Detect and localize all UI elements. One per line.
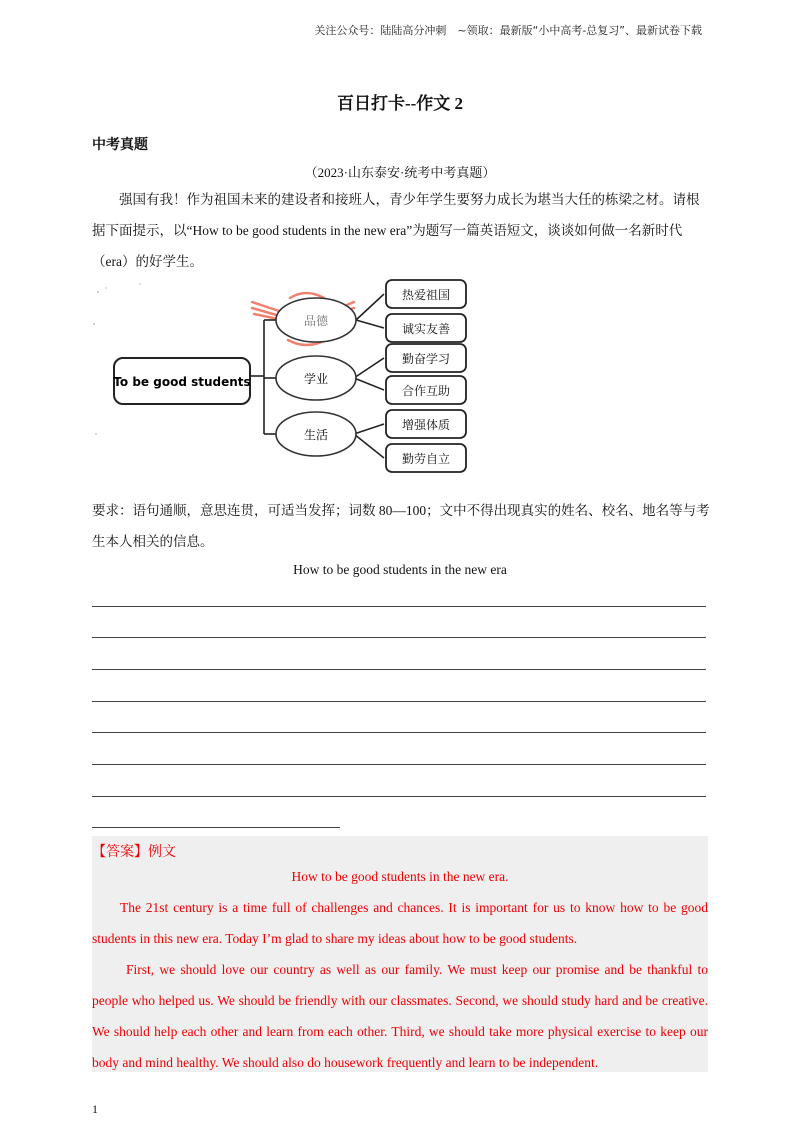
root-node-label: To be good students: [113, 375, 251, 389]
writing-line: [92, 606, 706, 607]
writing-line: [92, 669, 706, 670]
answer-label: 【答案】例文: [92, 845, 176, 860]
question-intro: 强国有我！作为祖国未来的建设者和接班人，青少年学生要努力成长为堪当大任的栋梁之材。请根据下面提示，以“How to be good students in the new era”为题写一篇英语短文，谈谈如何做一名新时代（era）的好学生。: [92, 192, 700, 269]
leaf-label: 热爱祖国: [401, 288, 451, 302]
page-number: 1: [92, 1102, 98, 1116]
writing-line: [92, 701, 706, 702]
mind-map-diagram: [92, 278, 492, 478]
writing-line: [92, 637, 706, 638]
page-title: 百日打卡--作文 2: [336, 94, 464, 113]
writing-line: [92, 796, 706, 797]
section-heading: 中考真题: [92, 138, 148, 153]
essay-title: How to be good students in the new era: [293, 562, 507, 577]
leaf-label: 勤劳自立: [401, 452, 451, 466]
requirements: 要求：语句通顺，意思连贯，可适当发挥；词数 80—100；文中不得出现真实的姓名、校名、地名等与考生本人相关的信息。: [92, 503, 710, 549]
answer-paragraph-1: The 21st century is a time full of challenges and chances. It is important for us to know how to be good students in this new era. Today I’m glad to share my ideas about how to be good students.: [92, 900, 708, 946]
answer-title: How to be good students in the new era.: [291, 869, 509, 884]
branch-label-character: 品德: [303, 314, 329, 328]
leaf-label: 合作互助: [401, 384, 451, 398]
branch-label-study: 学业: [303, 372, 329, 386]
leaf-label: 增强体质: [401, 418, 451, 432]
leaf-label: 诚实友善: [401, 322, 451, 336]
answer-paragraph-2: First, we should love our country as well as our family. We must keep our promise and be thankful to people who helped us. We should be friendly with our classmates. Second, we should study hard and be creative. We should help each other and learn from each other. Third, we should take more physical exercise to keep our body and mind healthy. We should also do housework frequently and learn to be independent.: [92, 962, 708, 1070]
writing-line: [92, 827, 340, 828]
writing-line: [92, 732, 706, 733]
writing-line: [92, 764, 706, 765]
question-source: （2023·山东泰安·统考中考真题）: [304, 165, 496, 180]
leaf-label: 勤奋学习: [401, 352, 451, 366]
branch-label-life: 生活: [303, 428, 329, 442]
header-note: 关注公众号：陆陆高分冲刺 ~领取：最新版“小中高考-总复习”、最新试卷下载: [314, 24, 702, 37]
